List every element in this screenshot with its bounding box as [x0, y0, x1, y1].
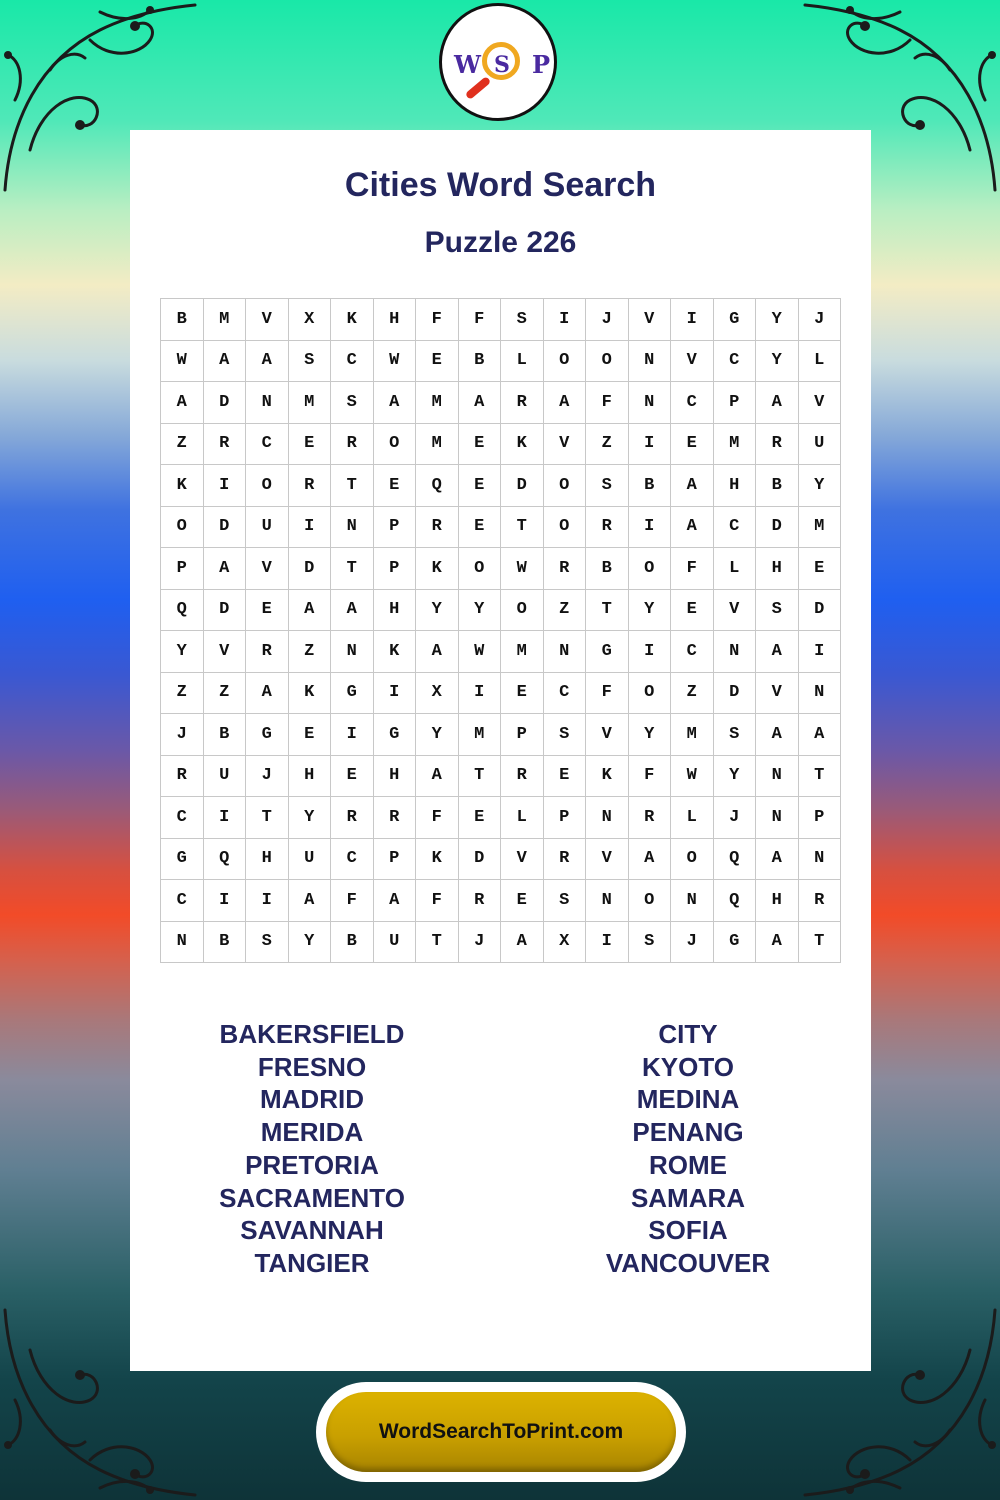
grid-cell: Z: [204, 673, 247, 715]
grid-cell: Q: [204, 839, 247, 881]
grid-cell: R: [501, 756, 544, 798]
grid-cell: J: [246, 756, 289, 798]
grid-cell: Y: [161, 631, 204, 673]
word-item: CITY: [658, 1019, 718, 1049]
grid-cell: B: [586, 548, 629, 590]
grid-cell: T: [586, 590, 629, 632]
grid-cell: A: [756, 631, 799, 673]
grid-cell: P: [501, 714, 544, 756]
grid-cell: Z: [671, 673, 714, 715]
grid-cell: I: [374, 673, 417, 715]
grid-cell: P: [714, 382, 757, 424]
grid-cell: S: [501, 299, 544, 341]
grid-cell: R: [544, 839, 587, 881]
grid-cell: Y: [799, 465, 842, 507]
grid-cell: G: [374, 714, 417, 756]
grid-cell: E: [459, 797, 502, 839]
grid-cell: B: [161, 299, 204, 341]
grid-cell: G: [161, 839, 204, 881]
grid-cell: T: [799, 922, 842, 964]
grid-cell: A: [629, 839, 672, 881]
grid-cell: H: [374, 590, 417, 632]
word-item: SOFIA: [648, 1215, 728, 1246]
grid-cell: E: [374, 465, 417, 507]
grid-cell: S: [331, 382, 374, 424]
grid-cell: X: [416, 673, 459, 715]
grid-cell: V: [246, 548, 289, 590]
grid-cell: R: [459, 880, 502, 922]
grid-cell: B: [204, 714, 247, 756]
site-logo[interactable]: [439, 3, 557, 121]
grid-cell: K: [331, 299, 374, 341]
grid-cell: C: [161, 880, 204, 922]
puzzle-title: Cities Word Search: [344, 166, 657, 204]
logo-letter: S: [494, 52, 510, 78]
grid-cell: D: [799, 590, 842, 632]
grid-cell: P: [544, 797, 587, 839]
word-item: VANCOUVER: [605, 1247, 771, 1278]
grid-cell: A: [756, 839, 799, 881]
grid-cell: O: [629, 548, 672, 590]
grid-cell: W: [459, 631, 502, 673]
logo-letter: P: [532, 50, 551, 79]
grid-cell: I: [331, 714, 374, 756]
grid-cell: F: [586, 382, 629, 424]
grid-cell: P: [374, 548, 417, 590]
grid-cell: J: [586, 299, 629, 341]
grid-cell: Y: [756, 299, 799, 341]
grid-cell: Y: [289, 922, 332, 964]
grid-cell: A: [374, 880, 417, 922]
grid-cell: P: [374, 507, 417, 549]
grid-cell: L: [671, 797, 714, 839]
grid-cell: Y: [756, 341, 799, 383]
grid-cell: I: [204, 797, 247, 839]
grid-cell: D: [459, 839, 502, 881]
grid-cell: H: [756, 548, 799, 590]
grid-cell: X: [544, 922, 587, 964]
site-link[interactable]: WordSearchToPrint.com: [326, 1392, 676, 1472]
grid-cell: A: [544, 382, 587, 424]
grid-cell: R: [501, 382, 544, 424]
grid-cell: Y: [714, 756, 757, 798]
grid-cell: L: [799, 341, 842, 383]
logo-letter: W: [454, 50, 481, 79]
grid-cell: O: [459, 548, 502, 590]
grid-cell: S: [544, 880, 587, 922]
grid-cell: Y: [629, 590, 672, 632]
grid-cell: D: [289, 548, 332, 590]
grid-cell: R: [246, 631, 289, 673]
grid-cell: E: [671, 424, 714, 466]
word-item: BAKERSFIELD: [219, 1019, 405, 1049]
grid-cell: T: [799, 756, 842, 798]
grid-cell: R: [756, 424, 799, 466]
grid-cell: R: [161, 756, 204, 798]
word-item: FRESNO: [257, 1051, 367, 1082]
grid-cell: G: [586, 631, 629, 673]
grid-cell: W: [374, 341, 417, 383]
grid-cell: C: [246, 424, 289, 466]
grid-cell: H: [714, 465, 757, 507]
grid-cell: A: [756, 922, 799, 964]
grid-cell: K: [416, 548, 459, 590]
grid-cell: E: [416, 341, 459, 383]
grid-cell: M: [799, 507, 842, 549]
grid-cell: O: [374, 424, 417, 466]
grid-cell: H: [246, 839, 289, 881]
grid-cell: I: [629, 631, 672, 673]
grid-cell: A: [416, 631, 459, 673]
grid-cell: Z: [544, 590, 587, 632]
grid-cell: O: [544, 341, 587, 383]
grid-cell: J: [161, 714, 204, 756]
grid-cell: U: [799, 424, 842, 466]
grid-cell: C: [714, 507, 757, 549]
grid-cell: S: [756, 590, 799, 632]
grid-cell: A: [799, 714, 842, 756]
grid-cell: N: [331, 631, 374, 673]
grid-cell: N: [161, 922, 204, 964]
grid-cell: E: [459, 507, 502, 549]
grid-cell: G: [331, 673, 374, 715]
grid-cell: S: [714, 714, 757, 756]
grid-cell: A: [204, 341, 247, 383]
grid-cell: U: [289, 839, 332, 881]
grid-cell: Y: [416, 590, 459, 632]
grid-cell: N: [246, 382, 289, 424]
grid-cell: A: [756, 714, 799, 756]
grid-cell: I: [459, 673, 502, 715]
word-item: MEDINA: [636, 1084, 740, 1115]
grid-cell: I: [204, 465, 247, 507]
grid-cell: V: [246, 299, 289, 341]
grid-cell: O: [544, 507, 587, 549]
grid-cell: A: [246, 673, 289, 715]
word-list-left: [162, 1018, 462, 1280]
grid-cell: F: [629, 756, 672, 798]
grid-cell: L: [714, 548, 757, 590]
grid-cell: G: [714, 299, 757, 341]
grid-cell: J: [459, 922, 502, 964]
grid-cell: B: [629, 465, 672, 507]
grid-cell: T: [459, 756, 502, 798]
grid-cell: A: [289, 590, 332, 632]
grid-cell: M: [416, 424, 459, 466]
grid-cell: V: [714, 590, 757, 632]
grid-cell: J: [799, 299, 842, 341]
grid-cell: O: [501, 590, 544, 632]
grid-cell: V: [629, 299, 672, 341]
word-item: TANGIER: [254, 1247, 370, 1278]
grid-cell: H: [374, 756, 417, 798]
grid-cell: F: [459, 299, 502, 341]
grid-cell: E: [501, 673, 544, 715]
grid-cell: V: [799, 382, 842, 424]
grid-cell: Y: [416, 714, 459, 756]
grid-cell: N: [799, 839, 842, 881]
grid-cell: A: [501, 922, 544, 964]
grid-cell: R: [544, 548, 587, 590]
grid-cell: K: [374, 631, 417, 673]
word-item: PRETORIA: [245, 1149, 379, 1180]
grid-cell: C: [331, 341, 374, 383]
grid-cell: E: [544, 756, 587, 798]
grid-cell: K: [161, 465, 204, 507]
grid-cell: W: [161, 341, 204, 383]
grid-cell: T: [246, 797, 289, 839]
grid-cell: L: [501, 797, 544, 839]
grid-cell: I: [544, 299, 587, 341]
grid-cell: E: [501, 880, 544, 922]
grid-cell: R: [799, 880, 842, 922]
grid-cell: T: [501, 507, 544, 549]
grid-cell: F: [671, 548, 714, 590]
grid-cell: N: [756, 756, 799, 798]
grid-cell: E: [459, 465, 502, 507]
grid-cell: Q: [416, 465, 459, 507]
grid-cell: Y: [289, 797, 332, 839]
grid-cell: A: [459, 382, 502, 424]
grid-cell: S: [586, 465, 629, 507]
footer-badge: [316, 1382, 686, 1482]
grid-cell: O: [161, 507, 204, 549]
grid-cell: N: [544, 631, 587, 673]
grid-cell: I: [246, 880, 289, 922]
grid-cell: B: [756, 465, 799, 507]
grid-cell: H: [289, 756, 332, 798]
grid-cell: A: [374, 382, 417, 424]
grid-cell: Q: [161, 590, 204, 632]
grid-cell: N: [629, 382, 672, 424]
grid-cell: A: [416, 756, 459, 798]
grid-cell: M: [671, 714, 714, 756]
word-item: MADRID: [260, 1084, 364, 1115]
grid-cell: K: [501, 424, 544, 466]
word-item: SACRAMENTO: [219, 1182, 405, 1213]
grid-cell: O: [629, 880, 672, 922]
grid-cell: A: [756, 382, 799, 424]
grid-cell: A: [246, 341, 289, 383]
grid-cell: E: [459, 424, 502, 466]
grid-cell: U: [246, 507, 289, 549]
grid-cell: K: [416, 839, 459, 881]
word-item: KYOTO: [642, 1051, 734, 1082]
grid-cell: Q: [714, 839, 757, 881]
grid-cell: O: [671, 839, 714, 881]
grid-cell: R: [289, 465, 332, 507]
grid-cell: W: [671, 756, 714, 798]
grid-cell: R: [204, 424, 247, 466]
grid-cell: V: [204, 631, 247, 673]
grid-cell: C: [161, 797, 204, 839]
grid-cell: N: [586, 880, 629, 922]
grid-cell: N: [586, 797, 629, 839]
grid-cell: V: [501, 839, 544, 881]
grid-cell: M: [714, 424, 757, 466]
grid-cell: V: [586, 714, 629, 756]
word-item: MERIDA: [260, 1117, 364, 1148]
grid-cell: B: [331, 922, 374, 964]
puzzle-number: Puzzle 226: [424, 226, 577, 259]
grid-cell: S: [544, 714, 587, 756]
magnifier-handle: [465, 76, 492, 100]
grid-cell: Z: [161, 424, 204, 466]
grid-cell: C: [671, 631, 714, 673]
grid-cell: U: [374, 922, 417, 964]
grid-cell: E: [246, 590, 289, 632]
grid-cell: D: [714, 673, 757, 715]
grid-cell: T: [331, 465, 374, 507]
grid-cell: A: [204, 548, 247, 590]
word-item: SAMARA: [630, 1182, 746, 1213]
grid-cell: E: [799, 548, 842, 590]
grid-cell: I: [204, 880, 247, 922]
grid-cell: C: [331, 839, 374, 881]
grid-cell: O: [544, 465, 587, 507]
grid-cell: I: [289, 507, 332, 549]
grid-cell: D: [204, 590, 247, 632]
grid-cell: D: [204, 507, 247, 549]
grid-cell: C: [714, 341, 757, 383]
grid-cell: O: [246, 465, 289, 507]
grid-cell: N: [756, 797, 799, 839]
grid-cell: V: [586, 839, 629, 881]
grid-cell: Y: [629, 714, 672, 756]
grid-cell: N: [331, 507, 374, 549]
grid-cell: I: [629, 507, 672, 549]
grid-cell: Y: [459, 590, 502, 632]
grid-cell: I: [671, 299, 714, 341]
grid-cell: Z: [586, 424, 629, 466]
grid-cell: M: [416, 382, 459, 424]
grid-cell: G: [246, 714, 289, 756]
grid-cell: I: [586, 922, 629, 964]
grid-cell: F: [416, 797, 459, 839]
grid-cell: R: [586, 507, 629, 549]
grid-cell: S: [289, 341, 332, 383]
grid-cell: K: [289, 673, 332, 715]
grid-cell: F: [586, 673, 629, 715]
grid-cell: Z: [161, 673, 204, 715]
grid-cell: S: [246, 922, 289, 964]
grid-cell: E: [671, 590, 714, 632]
grid-cell: D: [204, 382, 247, 424]
grid-cell: V: [756, 673, 799, 715]
grid-cell: R: [416, 507, 459, 549]
grid-cell: A: [331, 590, 374, 632]
grid-cell: C: [544, 673, 587, 715]
grid-cell: C: [671, 382, 714, 424]
word-item: PENANG: [632, 1117, 744, 1148]
grid-cell: S: [629, 922, 672, 964]
grid-cell: R: [331, 797, 374, 839]
grid-cell: Z: [289, 631, 332, 673]
grid-cell: E: [289, 424, 332, 466]
grid-cell: M: [459, 714, 502, 756]
grid-cell: Q: [714, 880, 757, 922]
grid-cell: R: [374, 797, 417, 839]
grid-cell: G: [714, 922, 757, 964]
grid-cell: H: [756, 880, 799, 922]
grid-cell: F: [416, 299, 459, 341]
grid-cell: M: [289, 382, 332, 424]
grid-cell: A: [671, 465, 714, 507]
grid-cell: N: [799, 673, 842, 715]
grid-cell: B: [204, 922, 247, 964]
grid-cell: H: [374, 299, 417, 341]
grid-cell: T: [331, 548, 374, 590]
grid-cell: J: [671, 922, 714, 964]
grid-cell: E: [289, 714, 332, 756]
grid-cell: O: [586, 341, 629, 383]
word-list-right: [538, 1018, 838, 1280]
grid-cell: D: [756, 507, 799, 549]
grid-cell: F: [331, 880, 374, 922]
grid-cell: P: [799, 797, 842, 839]
grid-cell: T: [416, 922, 459, 964]
grid-cell: M: [204, 299, 247, 341]
grid-cell: J: [714, 797, 757, 839]
grid-cell: P: [374, 839, 417, 881]
grid-cell: N: [671, 880, 714, 922]
grid-cell: P: [161, 548, 204, 590]
grid-cell: R: [331, 424, 374, 466]
grid-cell: U: [204, 756, 247, 798]
grid-cell: B: [459, 341, 502, 383]
grid-cell: M: [501, 631, 544, 673]
grid-cell: V: [671, 341, 714, 383]
grid-cell: A: [671, 507, 714, 549]
grid-cell: L: [501, 341, 544, 383]
word-item: SAVANNAH: [240, 1215, 384, 1246]
grid-cell: K: [586, 756, 629, 798]
grid-cell: F: [416, 880, 459, 922]
grid-cell: I: [799, 631, 842, 673]
grid-cell: A: [161, 382, 204, 424]
grid-cell: I: [629, 424, 672, 466]
grid-cell: R: [629, 797, 672, 839]
grid-cell: N: [629, 341, 672, 383]
grid-cell: A: [289, 880, 332, 922]
grid-cell: N: [714, 631, 757, 673]
grid-cell: O: [629, 673, 672, 715]
grid-cell: E: [331, 756, 374, 798]
grid-cell: V: [544, 424, 587, 466]
letter-grid: [160, 298, 841, 963]
grid-cell: D: [501, 465, 544, 507]
puzzle-card: [130, 130, 871, 1371]
grid-cell: W: [501, 548, 544, 590]
word-item: ROME: [649, 1149, 727, 1180]
grid-cell: X: [289, 299, 332, 341]
